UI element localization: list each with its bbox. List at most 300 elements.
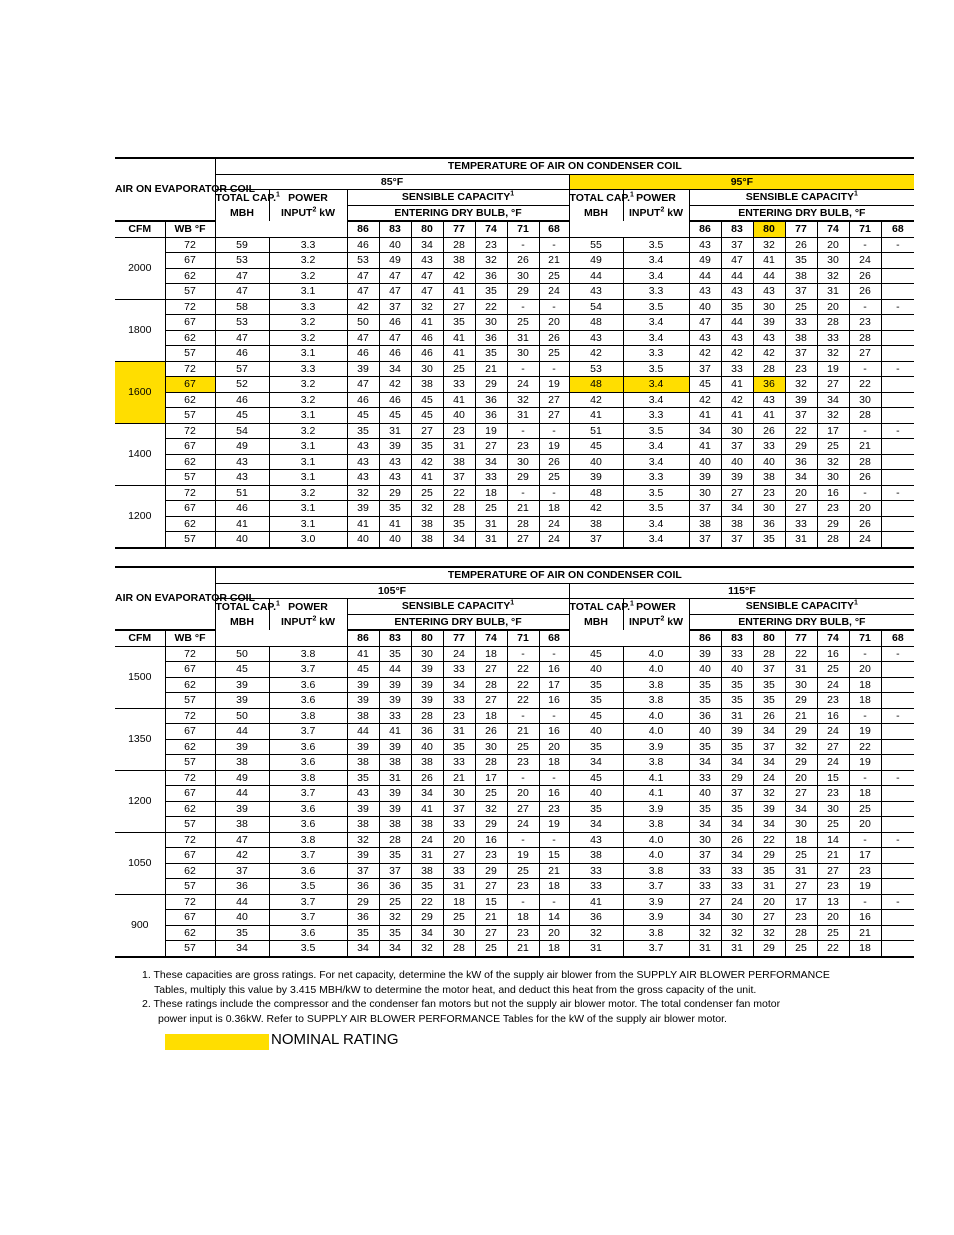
- table-cell: 34: [753, 817, 785, 833]
- table-cell: -: [507, 832, 539, 848]
- table-cell: -: [849, 646, 881, 662]
- table-cell: 24: [817, 677, 849, 693]
- table-cell: 27: [475, 662, 507, 678]
- db-column-left-68: 68: [539, 630, 569, 646]
- sensible-text: SENSIBLE CAPACITY: [745, 600, 855, 612]
- table-cell: 67: [165, 848, 215, 864]
- total-cap-header-left: [215, 599, 280, 631]
- table-cell: 62: [165, 925, 215, 941]
- table-cell: 47: [347, 330, 379, 346]
- table-cell: 34: [721, 817, 753, 833]
- table-cell: [881, 253, 914, 269]
- table-cell: 14: [817, 832, 849, 848]
- table-cell: 46: [215, 501, 269, 517]
- table-cell: 27: [475, 439, 507, 455]
- table-cell: 3.1: [269, 470, 347, 486]
- table-cell: 31: [475, 532, 507, 548]
- table-cell: 72: [165, 708, 215, 724]
- table-cell: 33: [443, 863, 475, 879]
- temp-condenser-header: TEMPERATURE OF AIR ON CONDENSER COIL: [215, 567, 914, 583]
- table-cell: -: [849, 894, 881, 910]
- total-cap-text: TOTAL CAP.: [215, 192, 276, 204]
- table-cell: 72: [165, 299, 215, 315]
- table-cell: 33: [721, 361, 753, 377]
- table-cell: 42: [347, 299, 379, 315]
- table-cell: 28: [475, 677, 507, 693]
- table-cell: 26: [539, 454, 569, 470]
- footnote-1-marker: 1: [276, 191, 280, 199]
- table-cell: 57: [165, 755, 215, 771]
- table-cell: 36: [753, 377, 785, 393]
- table-cell: 35: [753, 677, 785, 693]
- table-cell: 43: [569, 832, 623, 848]
- table-cell: 3.4: [623, 439, 689, 455]
- table-cell: 20: [507, 786, 539, 802]
- table-cell: 3.5: [623, 237, 689, 253]
- table-cell: 45: [215, 408, 269, 424]
- table-cell: 25: [785, 299, 817, 315]
- table-cell: 37: [785, 346, 817, 362]
- table-cell: 3.4: [623, 330, 689, 346]
- table-row: [115, 237, 914, 253]
- table-cell: 46: [215, 392, 269, 408]
- table-cell: 32: [817, 346, 849, 362]
- db-column-left-83: 83: [379, 221, 411, 237]
- table-cell: 48: [569, 377, 623, 393]
- table-cell: 41: [215, 516, 269, 532]
- table-cell: 57: [165, 879, 215, 895]
- table-cell: 30: [817, 253, 849, 269]
- table-cell: 4.0: [623, 646, 689, 662]
- table-cell: 22: [817, 941, 849, 957]
- table-cell: 29: [411, 910, 443, 926]
- table-cell: 28: [849, 408, 881, 424]
- table-row: [115, 739, 914, 755]
- table-cell: 41: [443, 284, 475, 300]
- table-cell: 37: [379, 299, 411, 315]
- table-cell: 35: [475, 284, 507, 300]
- table-cell: 43: [347, 454, 379, 470]
- table-cell: 35: [689, 801, 721, 817]
- table-cell: 48: [569, 315, 623, 331]
- table-cell: 33: [721, 879, 753, 895]
- table-cell: 35: [721, 677, 753, 693]
- table-cell: 46: [379, 392, 411, 408]
- table-cell: 37: [569, 532, 623, 548]
- table-cell: 3.4: [623, 454, 689, 470]
- table-cell: 30: [817, 801, 849, 817]
- table-cell: 24: [753, 770, 785, 786]
- table-cell: 42: [721, 392, 753, 408]
- temp-condenser-header: TEMPERATURE OF AIR ON CONDENSER COIL: [215, 158, 914, 174]
- table-cell: 23: [475, 237, 507, 253]
- table-cell: 3.6: [269, 817, 347, 833]
- table-cell: 35: [347, 770, 379, 786]
- table-cell: 34: [379, 941, 411, 957]
- table-cell: 29: [753, 941, 785, 957]
- table-row: [115, 708, 914, 724]
- table-cell: 67: [165, 786, 215, 802]
- table-cell: 35: [443, 315, 475, 331]
- table-cell: 37: [721, 532, 753, 548]
- table-cell: 27: [721, 485, 753, 501]
- table-cell: 4.0: [623, 832, 689, 848]
- table-cell: 46: [347, 392, 379, 408]
- table-cell: 16: [817, 708, 849, 724]
- table-cell: 3.3: [623, 346, 689, 362]
- table-cell: [881, 454, 914, 470]
- table-cell: 21: [539, 863, 569, 879]
- table-row: [115, 770, 914, 786]
- table-cell: 28: [849, 330, 881, 346]
- table-cell: 29: [721, 770, 753, 786]
- table-cell: 38: [443, 454, 475, 470]
- table-cell: 3.3: [269, 299, 347, 315]
- cfm-column-header: CFM: [115, 221, 165, 237]
- table-cell: 40: [721, 662, 753, 678]
- table-cell: 33: [379, 708, 411, 724]
- table-cell: 3.5: [623, 501, 689, 517]
- table-cell: 3.2: [269, 268, 347, 284]
- table-cell: 25: [817, 925, 849, 941]
- footnote-2-marker: 2: [312, 615, 317, 622]
- table-cell: 19: [539, 439, 569, 455]
- table-cell: 29: [507, 284, 539, 300]
- table-cell: 18: [443, 894, 475, 910]
- table-cell: 26: [507, 253, 539, 269]
- table-cell: 23: [817, 879, 849, 895]
- table-cell: 3.6: [269, 755, 347, 771]
- table-row: [115, 925, 914, 941]
- table-cell: 3.2: [269, 330, 347, 346]
- table-cell: 3.5: [623, 423, 689, 439]
- table-cell: 38: [411, 755, 443, 771]
- table-cell: 18: [849, 677, 881, 693]
- table-cell: 35: [475, 346, 507, 362]
- table-cell: 38: [379, 817, 411, 833]
- table-row: [115, 516, 914, 532]
- table-cell: 42: [379, 377, 411, 393]
- table-cell: 67: [165, 724, 215, 740]
- table-cell: 36: [689, 708, 721, 724]
- table-row: [115, 910, 914, 926]
- table-cell: 28: [475, 755, 507, 771]
- table-cell: 21: [507, 724, 539, 740]
- table-cell: 37: [785, 408, 817, 424]
- table-cell: 26: [849, 268, 881, 284]
- table-cell: 28: [443, 941, 475, 957]
- table-cell: 23: [507, 879, 539, 895]
- table-cell: 24: [817, 755, 849, 771]
- table-cell: 39: [215, 801, 269, 817]
- table-cell: 25: [507, 739, 539, 755]
- table-cell: 33: [443, 662, 475, 678]
- temp-right-header: 115°F: [569, 583, 914, 599]
- table-cell: 28: [849, 454, 881, 470]
- table-cell: 51: [215, 485, 269, 501]
- table-cell: 27: [539, 392, 569, 408]
- entering-dry-bulb-header-left: ENTERING DRY BULB, °F: [347, 205, 569, 221]
- table-cell: 46: [411, 346, 443, 362]
- table-row: [115, 454, 914, 470]
- table-cell: 17: [849, 848, 881, 864]
- table-cell: 40: [689, 724, 721, 740]
- table-cell: 16: [849, 910, 881, 926]
- table-cell: 31: [443, 439, 475, 455]
- table-cell: 21: [785, 708, 817, 724]
- table-cell: 53: [347, 253, 379, 269]
- table-cell: 34: [569, 755, 623, 771]
- table-cell: -: [507, 770, 539, 786]
- table-cell: 25: [817, 817, 849, 833]
- table-cell: 32: [785, 377, 817, 393]
- table-cell: 72: [165, 423, 215, 439]
- table-row: [115, 801, 914, 817]
- table-cell: 28: [411, 708, 443, 724]
- temp-left-header: 85°F: [215, 174, 569, 190]
- table-cell: 32: [817, 268, 849, 284]
- table-cell: -: [849, 299, 881, 315]
- table-cell: 3.8: [623, 925, 689, 941]
- table-cell: 47: [721, 253, 753, 269]
- table-cell: 27: [443, 848, 475, 864]
- table-cell: 40: [721, 454, 753, 470]
- db-column-right-74: 74: [817, 630, 849, 646]
- table-cell: 57: [165, 693, 215, 709]
- table-cell: 39: [721, 724, 753, 740]
- table-cell: 30: [443, 786, 475, 802]
- table-cell: -: [507, 646, 539, 662]
- table-cell: [881, 925, 914, 941]
- table-cell: 3.6: [269, 693, 347, 709]
- table-cell: 3.9: [623, 739, 689, 755]
- table-cell: 35: [379, 925, 411, 941]
- table-cell: 19: [849, 879, 881, 895]
- table-cell: 3.2: [269, 485, 347, 501]
- table-cell: 17: [817, 423, 849, 439]
- entering-dry-bulb-header-right: ENTERING DRY BULB, °F: [689, 205, 914, 221]
- table-cell: 29: [785, 439, 817, 455]
- table-cell: 42: [215, 848, 269, 864]
- table-cell: 39: [347, 739, 379, 755]
- table-row: [115, 470, 914, 486]
- table-cell: 41: [443, 346, 475, 362]
- table-cell: 16: [475, 832, 507, 848]
- table-cell: 49: [569, 253, 623, 269]
- table-cell: 27: [785, 501, 817, 517]
- db-column-right-83: 83: [721, 221, 753, 237]
- table-cell: 25: [475, 501, 507, 517]
- table-cell: 47: [689, 315, 721, 331]
- table-cell: 37: [785, 284, 817, 300]
- table-cell: 39: [753, 315, 785, 331]
- table-cell: [881, 941, 914, 957]
- table-cell: 3.8: [623, 693, 689, 709]
- table-cell: -: [881, 299, 914, 315]
- footnote-1-marker: 1: [854, 599, 858, 607]
- table-cell: 50: [347, 315, 379, 331]
- table-cell: 27: [785, 786, 817, 802]
- table-cell: 35: [753, 693, 785, 709]
- table-row: [115, 646, 914, 662]
- footnote-1-marker: 1: [854, 190, 858, 198]
- table-cell: -: [881, 646, 914, 662]
- table-cell: -: [539, 646, 569, 662]
- power-text: POWER: [636, 601, 676, 613]
- sensible-text: SENSIBLE CAPACITY: [745, 191, 855, 203]
- table-cell: 47: [215, 330, 269, 346]
- table-cell: 44: [215, 724, 269, 740]
- table-cell: 27: [411, 423, 443, 439]
- table-cell: 18: [475, 708, 507, 724]
- table-cell: 46: [215, 346, 269, 362]
- table-cell: 40: [569, 662, 623, 678]
- table-cell: 18: [849, 941, 881, 957]
- table-cell: 43: [753, 330, 785, 346]
- table-cell: 35: [347, 423, 379, 439]
- table-cell: 3.9: [623, 801, 689, 817]
- table-cell: 34: [689, 817, 721, 833]
- table-cell: 25: [443, 910, 475, 926]
- table-cell: 29: [785, 724, 817, 740]
- table-cell: 36: [347, 910, 379, 926]
- table-cell: 44: [689, 268, 721, 284]
- input-text: INPUT: [628, 206, 661, 219]
- table-cell: 35: [379, 848, 411, 864]
- table-cell: -: [881, 708, 914, 724]
- table-cell: 43: [215, 454, 269, 470]
- table-cell: 37: [721, 786, 753, 802]
- table-cell: 19: [539, 377, 569, 393]
- table-cell: 38: [411, 377, 443, 393]
- table-cell: 31: [507, 330, 539, 346]
- table-cell: [881, 848, 914, 864]
- power-text: POWER: [288, 192, 328, 204]
- sensible-capacity-header-right: [689, 190, 914, 206]
- table-cell: 45: [215, 662, 269, 678]
- table-row: [115, 330, 914, 346]
- table-cell: 24: [539, 532, 569, 548]
- cfm-value: 1200: [115, 770, 165, 832]
- table-cell: 67: [165, 910, 215, 926]
- table-cell: 31: [785, 863, 817, 879]
- table-cell: 32: [411, 299, 443, 315]
- table-cell: 3.5: [269, 879, 347, 895]
- table-cell: 50: [215, 646, 269, 662]
- footnote-2-line-2: power input is 0.36kW. Refer to SUPPLY AIR BLOWER PERFORMANCE Tables for the kW of the supply air blower motor.: [158, 1013, 727, 1025]
- table-cell: 20: [849, 817, 881, 833]
- table-cell: 3.4: [623, 392, 689, 408]
- table-cell: 32: [817, 454, 849, 470]
- table-cell: 15: [539, 848, 569, 864]
- table-cell: 31: [475, 516, 507, 532]
- kw-text: kW: [319, 615, 336, 628]
- table-cell: 35: [379, 501, 411, 517]
- table-cell: 29: [347, 894, 379, 910]
- table-row: [115, 677, 914, 693]
- table-cell: 22: [507, 677, 539, 693]
- table-cell: 20: [753, 894, 785, 910]
- table-cell: 30: [443, 925, 475, 941]
- table-cell: 38: [379, 755, 411, 771]
- table-cell: 41: [753, 253, 785, 269]
- table-cell: -: [849, 832, 881, 848]
- table-cell: 34: [569, 817, 623, 833]
- cap-power-spacer-right: [569, 630, 689, 646]
- table-row: [115, 724, 914, 740]
- table-cell: 37: [721, 439, 753, 455]
- table-cell: 67: [165, 315, 215, 331]
- table-cell: 51: [569, 423, 623, 439]
- table-cell: 35: [443, 739, 475, 755]
- table-cell: 27: [817, 863, 849, 879]
- table-cell: -: [881, 894, 914, 910]
- table-cell: 30: [785, 677, 817, 693]
- db-column-right-86: 86: [689, 221, 721, 237]
- table-cell: 32: [689, 925, 721, 941]
- table-cell: 29: [785, 693, 817, 709]
- table-cell: 43: [347, 470, 379, 486]
- table-cell: 21: [539, 253, 569, 269]
- table-row: [115, 361, 914, 377]
- table-cell: 39: [379, 439, 411, 455]
- total-cap-text: TOTAL CAP.: [569, 601, 630, 613]
- table-cell: 36: [411, 724, 443, 740]
- table-cell: 28: [785, 925, 817, 941]
- cfm-value: 1400: [115, 423, 165, 485]
- db-column-left-80: 80: [411, 221, 443, 237]
- cap-power-spacer-left: [215, 630, 347, 646]
- input-text: INPUT: [280, 615, 313, 628]
- table-cell: 23: [443, 423, 475, 439]
- table-cell: 26: [721, 832, 753, 848]
- table-cell: 44: [379, 662, 411, 678]
- table-cell: 25: [411, 485, 443, 501]
- table-cell: 47: [347, 284, 379, 300]
- db-column-left-80: 80: [411, 630, 443, 646]
- table-cell: [881, 346, 914, 362]
- table-cell: 26: [785, 237, 817, 253]
- table-cell: 46: [347, 346, 379, 362]
- table-cell: 28: [443, 501, 475, 517]
- table-cell: 50: [215, 708, 269, 724]
- table-cell: 40: [411, 739, 443, 755]
- table-cell: 39: [379, 739, 411, 755]
- table-cell: 14: [539, 910, 569, 926]
- db-column-right-77: 77: [785, 630, 817, 646]
- table-cell: 31: [753, 879, 785, 895]
- table-cell: 3.8: [623, 863, 689, 879]
- table-row: [115, 423, 914, 439]
- table-cell: 25: [539, 268, 569, 284]
- table-cell: 27: [689, 894, 721, 910]
- table-cell: 3.1: [269, 439, 347, 455]
- table-cell: 26: [849, 470, 881, 486]
- table-cell: 57: [165, 941, 215, 957]
- table-cell: 42: [569, 501, 623, 517]
- table-cell: 43: [347, 786, 379, 802]
- table-cell: 62: [165, 268, 215, 284]
- table-cell: 42: [569, 392, 623, 408]
- table-cell: 24: [443, 646, 475, 662]
- table-cell: 27: [507, 801, 539, 817]
- table-cell: 62: [165, 863, 215, 879]
- table-cell: [881, 439, 914, 455]
- table-cell: 4.0: [623, 724, 689, 740]
- table-cell: 3.3: [623, 284, 689, 300]
- table-cell: 28: [507, 516, 539, 532]
- table-cell: 41: [379, 516, 411, 532]
